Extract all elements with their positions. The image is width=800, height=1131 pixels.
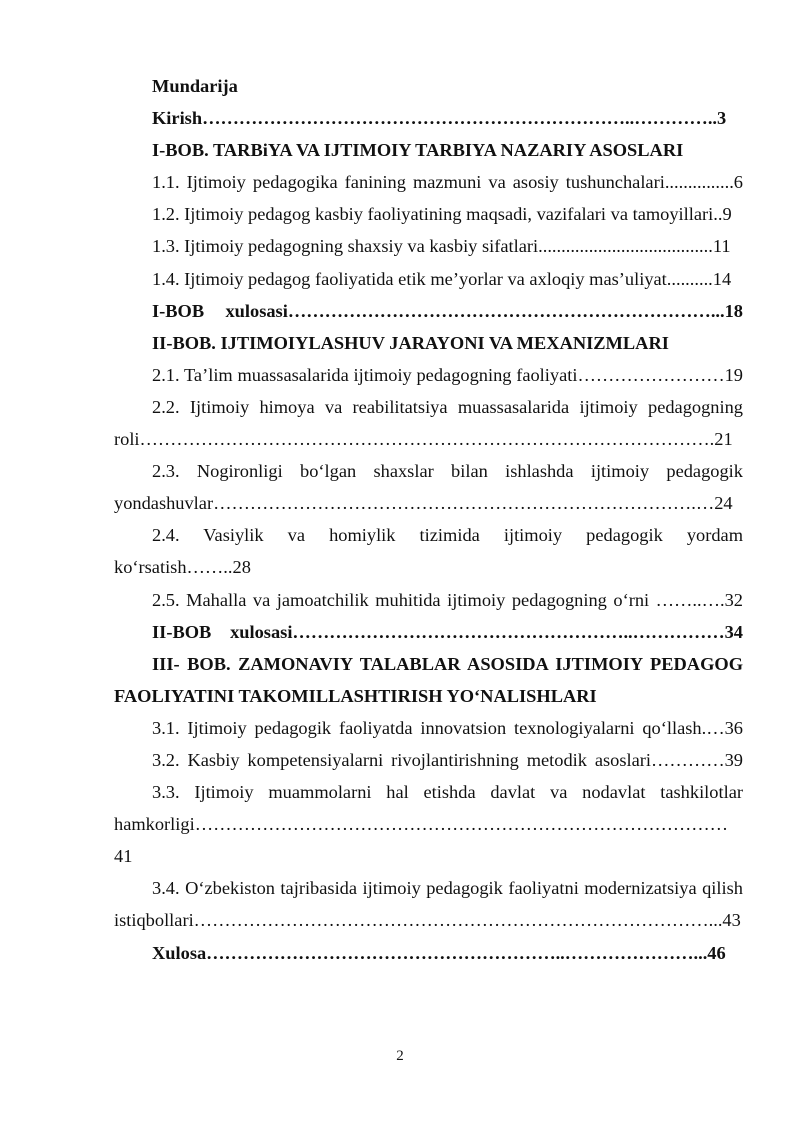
- toc-entry: I-BOB. TARBiYA VA IJTIMOIY TARBIYA NAZARIY ASOSLARI: [152, 140, 684, 161]
- toc-entry: Xulosa…………………………………………………..…………………...46: [152, 942, 726, 963]
- toc-entry: 2.3. Nogironligi bo‘lgan shaxslar bilan ishlashda ijtimoiy pedagogik yondashuvlar…………………………………………………………………….…24: [114, 461, 743, 514]
- toc-entry: 3.2. Kasbiy kompetensiyalarni rivojlantirishning metodik asoslari…………39: [152, 749, 743, 770]
- toc-entry: 3.4. O‘zbekiston tajribasida ijtimoiy pedagogik faoliyatni modernizatsiya qilish istiqbollari…………………………………………………………………………...43: [114, 878, 743, 931]
- toc-entry: 1.3. Ijtimoiy pedagogning shaxsiy va kasbiy sifatlari......................................11: [152, 236, 731, 257]
- toc-entry: 3.1. Ijtimoiy pedagogik faoliyatda innovatsion texnologiyalarni qo‘llash.…36: [152, 717, 743, 738]
- page-number: 2: [396, 1048, 404, 1064]
- toc-entry: 1.4. Ijtimoiy pedagog faoliyatida etik me’yorlar va axloqiy mas’uliyat..........14: [152, 268, 732, 289]
- toc-entry: 3.3. Ijtimoiy muammolarni hal etishda davlat va nodavlat tashkilotlar hamkorligi……………………………………………………………………………41: [114, 782, 743, 867]
- toc-title: Mundarija: [152, 76, 238, 96]
- toc-entry: I-BOB xulosasi……………………………………………………………...18: [152, 300, 743, 321]
- toc-entry: II-BOB xulosasi………………………………………………..……………34: [152, 621, 743, 642]
- toc-entry: 2.5. Mahalla va jamoatchilik muhitida ijtimoiy pedagogning o‘rni ……..….32: [152, 589, 743, 610]
- toc-entry: 1.1. Ijtimoiy pedagogika fanining mazmuni va asosiy tushunchalari...............6: [152, 172, 743, 193]
- toc-entry: 2.1. Ta’lim muassasalarida ijtimoiy pedagogning faoliyati……………………19: [152, 364, 743, 385]
- toc-entry: II-BOB. IJTIMOIYLASHUV JARAYONI VA MEXANIZMLARI: [152, 332, 669, 353]
- toc-entry: III- BOB. ZAMONAVIY TALABLAR ASOSIDA IJTIMOIY PEDAGOG FAOLIYATINI TAKOMILLASHTIRISH YO‘NALISHLARI: [114, 653, 743, 706]
- toc-entry: Kirish……………………………………………………………..…………..3: [152, 108, 727, 129]
- toc-entry: 1.2. Ijtimoiy pedagog kasbiy faoliyatining maqsadi, vazifalari va tamoyillari..9: [152, 204, 732, 225]
- toc-list: [114, 102, 743, 969]
- toc-entry: 2.2. Ijtimoiy himoya va reabilitatsiya muassasalarida ijtimoiy pedagogning roli………………………………………………………………………………….21: [114, 396, 743, 450]
- toc-entry: 2.4. Vasiylik va homiylik tizimida ijtimoiy pedagogik yordam ko‘rsatish……..28: [114, 525, 743, 578]
